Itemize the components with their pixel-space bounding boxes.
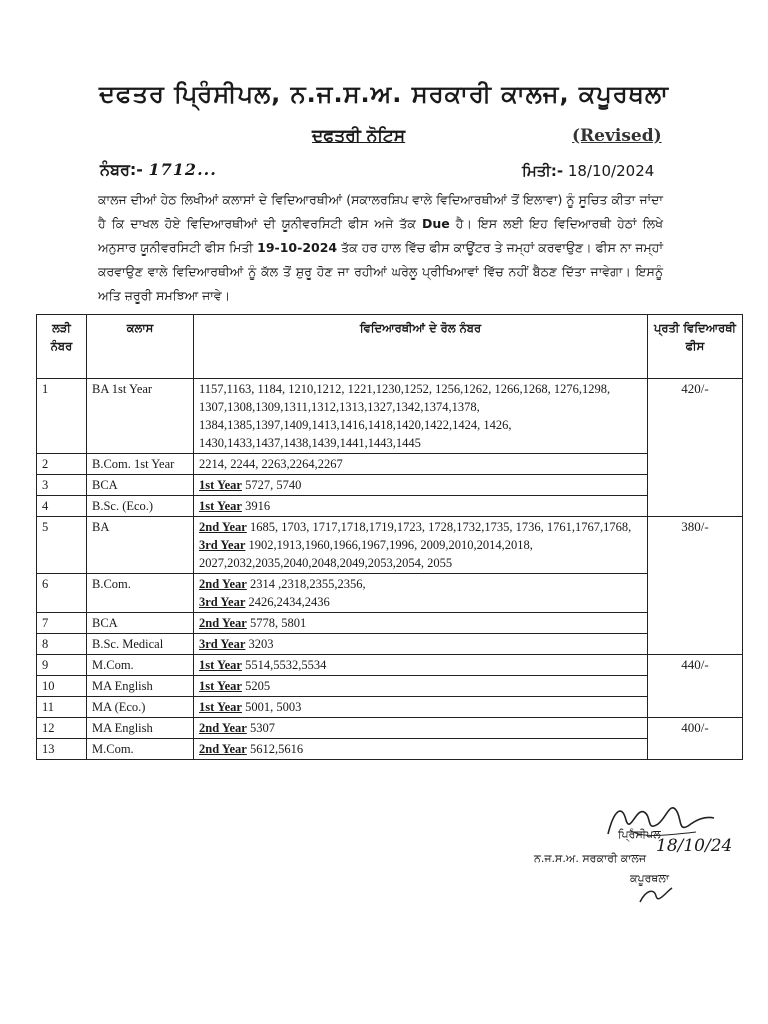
- row-class: M.Com.: [87, 655, 194, 676]
- year-label: 1st Year: [199, 499, 242, 513]
- year-label: 2nd Year: [199, 577, 247, 591]
- table-row: [37, 454, 743, 475]
- roll-line: [199, 719, 642, 737]
- row-roll-numbers: [194, 517, 648, 574]
- deadline-date: 19-10-2024: [257, 240, 338, 255]
- row-serial: 3: [37, 475, 87, 496]
- roll-line: [199, 536, 642, 572]
- roll-line: [199, 656, 642, 674]
- row-serial: 10: [37, 676, 87, 697]
- year-label: 3rd Year: [199, 538, 246, 552]
- row-class: BA 1st Year: [87, 379, 194, 454]
- roll-line: [199, 518, 642, 536]
- row-class: B.Sc. (Eco.): [87, 496, 194, 517]
- date-value: 18/10/2024: [567, 162, 655, 180]
- roll-line: [199, 476, 642, 494]
- signature-mark: [636, 882, 676, 908]
- office-title: ਦਫਤਰ ਪ੍ਰਿੰਸੀਪਲ, ਨ.ਜ.ਸ.ਅ. ਸਰਕਾਰੀ ਕਾਲਜ, ਕਪੂਰਥਲਾ: [99, 80, 669, 108]
- due-word: Due: [421, 216, 450, 231]
- year-label: 3rd Year: [199, 637, 246, 651]
- roll-list: 3203: [245, 637, 274, 651]
- roll-line: [199, 593, 642, 611]
- notice-number: [100, 160, 217, 180]
- row-roll-numbers: [194, 613, 648, 634]
- roll-line: [199, 575, 642, 593]
- table-row: [37, 676, 743, 697]
- col-rolls-header: ਵਿਦਿਆਰਥੀਆਂ ਦੇ ਰੋਲ ਨੰਬਰ: [194, 315, 648, 379]
- roll-list: 5514,5532,5534: [241, 658, 327, 672]
- signature-date: 18/10/24: [656, 836, 733, 856]
- year-label: 1st Year: [199, 658, 242, 672]
- row-class: B.Com. 1st Year: [87, 454, 194, 475]
- roll-list: 5307: [246, 721, 275, 735]
- table-row: [37, 655, 743, 676]
- city-name: ਕਪੂਰਥਲਾ: [630, 872, 669, 885]
- row-roll-numbers: [194, 454, 648, 475]
- roll-line: [199, 497, 642, 515]
- row-roll-numbers: [194, 634, 648, 655]
- year-label: 2nd Year: [199, 616, 247, 630]
- roll-line: [199, 677, 642, 695]
- row-serial: 11: [37, 697, 87, 718]
- row-roll-numbers: [194, 574, 648, 613]
- roll-list: 1157,1163, 1184, 1210,1212, 1221,1230,1252, 1256,1262, 1266,1268, 1276,1298, 1307,1308,1309,1311,1312,1313,1327,1342,1374,1378, 1384,1385,1397,1409,1413,1416,1418,1420,1422,1424, 1426, 1430,1433,1437,1438,1439,1441,1443,1445: [199, 382, 611, 450]
- row-serial: 9: [37, 655, 87, 676]
- notice-date: [522, 162, 654, 180]
- col-class-header: ਕਲਾਸ: [87, 315, 194, 379]
- fee-amount: 400/-: [648, 718, 743, 760]
- fee-amount: 380/-: [648, 517, 743, 655]
- principal-designation: ਪ੍ਰਿੰਸੀਪਲ: [618, 828, 661, 841]
- roll-list: 5727, 5740: [241, 478, 302, 492]
- table-row: [37, 517, 743, 574]
- roll-list: 5612,5616: [246, 742, 304, 756]
- row-serial: 12: [37, 718, 87, 739]
- roll-list: 3916: [241, 499, 271, 513]
- table-row: [37, 574, 743, 613]
- table-row: [37, 496, 743, 517]
- table-row: [37, 379, 743, 454]
- row-class: B.Sc. Medical: [87, 634, 194, 655]
- roll-list: 2214, 2244, 2263,2264,2267: [199, 457, 343, 471]
- col-sr-header: ਲੜੀ ਨੰਬਰ: [37, 315, 87, 379]
- fee-table: [36, 314, 743, 760]
- date-label: ਮਿਤੀ:-: [522, 162, 564, 180]
- roll-list: 2426,2434,2436: [245, 595, 330, 609]
- roll-line: [199, 380, 642, 452]
- revised-tag: (Revised): [572, 126, 662, 146]
- fee-amount: 440/-: [648, 655, 743, 718]
- body-part-3: ਤੱਕ ਹਰ ਹਾਲ ਵਿੱਚ ਫੀਸ ਕਾਊਂਟਰ ਤੇ ਜਮ੍ਹਾਂ ਕਰਵਾਉਣ। ਫੀਸ ਨਾ ਜਮ੍ਹਾਂ ਕਰਵਾਉਣ ਵਾਲੇ ਵਿਦਿਆਰਥੀਆਂ ਨੂੰ ਕੱਲ ਤੋਂ ਸ਼ੁਰੂ ਹੋਣ ਜਾ ਰਹੀਆਂ ਘਰੇਲੂ ਪ੍ਰੀਖਿਆਵਾਂ ਵਿੱਚ ਨਹੀਂ ਬੈਠਣ ਦਿੱਤਾ ਜਾਵੇਗਾ। ਇਸਨੂੰ ਅਤਿ ਜ਼ਰੂਰੀ ਸਮਝਿਆ ਜਾਵੇ।: [98, 240, 663, 303]
- body-part-1: ਕਾਲਜ ਦੀਆਂ ਹੇਠ ਲਿਖੀਆਂ ਕਲਾਸਾਂ ਦੇ ਵਿਦਿਆਰਥੀਆਂ (ਸਕਾਲਰਸ਼ਿਪ ਵਾਲੇ ਵਿਦਿਆਰਥੀਆਂ ਤੋਂ ਇਲਾਵਾ) ਨੂੰ ਸੂਚਿਤ ਕੀਤਾ ਜਾਂਦਾ ਹੈ ਕਿ ਦਾਖਲ ਹੋਏ ਵਿਦਿਆਰਥੀਆਂ ਦੀ ਯੂਨੀਵਰਸਿਟੀ ਫੀਸ ਅਜੇ ਤੱਕ: [98, 192, 663, 231]
- year-label: 3rd Year: [199, 595, 246, 609]
- signature-block: [530, 790, 733, 910]
- roll-list: 1685, 1703, 1717,1718,1719,1723, 1728,1732,1735, 1736, 1761,1767,1768,: [246, 520, 632, 534]
- fee-table-body: [37, 379, 743, 760]
- year-label: 2nd Year: [199, 721, 247, 735]
- notice-heading: ਦਫਤਰੀ ਨੋਟਿਸ: [312, 126, 406, 146]
- roll-list: 1902,1913,1960,1966,1967,1996, 2009,2010,2014,2018, 2027,2032,2035,2040,2048,2049,2053,2054, 2055: [199, 538, 533, 570]
- year-label: 1st Year: [199, 679, 242, 693]
- notice-body: [98, 188, 663, 308]
- roll-line: [199, 614, 642, 632]
- row-serial: 13: [37, 739, 87, 760]
- fee-amount: 420/-: [648, 379, 743, 517]
- year-label: 1st Year: [199, 700, 242, 714]
- row-roll-numbers: [194, 379, 648, 454]
- row-serial: 5: [37, 517, 87, 574]
- row-roll-numbers: [194, 676, 648, 697]
- row-serial: 4: [37, 496, 87, 517]
- row-roll-numbers: [194, 718, 648, 739]
- row-roll-numbers: [194, 655, 648, 676]
- row-serial: 1: [37, 379, 87, 454]
- roll-list: 5205: [241, 679, 271, 693]
- year-label: 2nd Year: [199, 520, 247, 534]
- row-serial: 2: [37, 454, 87, 475]
- row-roll-numbers: [194, 496, 648, 517]
- table-row: [37, 634, 743, 655]
- row-class: BCA: [87, 475, 194, 496]
- col-fee-header: ਪ੍ਰਤੀ ਵਿਦਿਆਰਥੀ ਫੀਸ: [648, 315, 743, 379]
- table-row: [37, 739, 743, 760]
- year-label: 2nd Year: [199, 742, 247, 756]
- row-serial: 8: [37, 634, 87, 655]
- number-value: 1712...: [148, 160, 217, 179]
- roll-line: [199, 740, 642, 758]
- row-class: B.Com.: [87, 574, 194, 613]
- roll-list: 2314 ,2318,2355,2356,: [246, 577, 366, 591]
- table-row: [37, 697, 743, 718]
- row-roll-numbers: [194, 739, 648, 760]
- row-class: MA (Eco.): [87, 697, 194, 718]
- college-name: ਨ.ਜ.ਸ.ਅ. ਸਰਕਾਰੀ ਕਾਲਜ: [534, 852, 647, 865]
- row-class: BCA: [87, 613, 194, 634]
- body-part-2: ਹੈ। ਇਸ ਲਈ ਇਹ ਵਿਦਿਆਰਥੀ ਹੇਠਾਂ ਲਿਖੇ ਅਨੁਸਾਰ ਯੂਨੀਵਰਸਿਟੀ ਫੀਸ ਮਿਤੀ: [98, 216, 663, 255]
- table-row: [37, 613, 743, 634]
- year-label: 1st Year: [199, 478, 242, 492]
- row-class: M.Com.: [87, 739, 194, 760]
- roll-line: [199, 455, 642, 473]
- row-class: MA English: [87, 676, 194, 697]
- row-serial: 7: [37, 613, 87, 634]
- roll-list: 5001, 5003: [241, 700, 302, 714]
- number-label: ਨੰਬਰ:-: [100, 160, 143, 179]
- row-class: MA English: [87, 718, 194, 739]
- row-roll-numbers: [194, 697, 648, 718]
- row-serial: 6: [37, 574, 87, 613]
- row-roll-numbers: [194, 475, 648, 496]
- row-class: BA: [87, 517, 194, 574]
- roll-line: [199, 635, 642, 653]
- roll-list: 5778, 5801: [246, 616, 307, 630]
- table-row: [37, 475, 743, 496]
- table-row: [37, 718, 743, 739]
- roll-line: [199, 698, 642, 716]
